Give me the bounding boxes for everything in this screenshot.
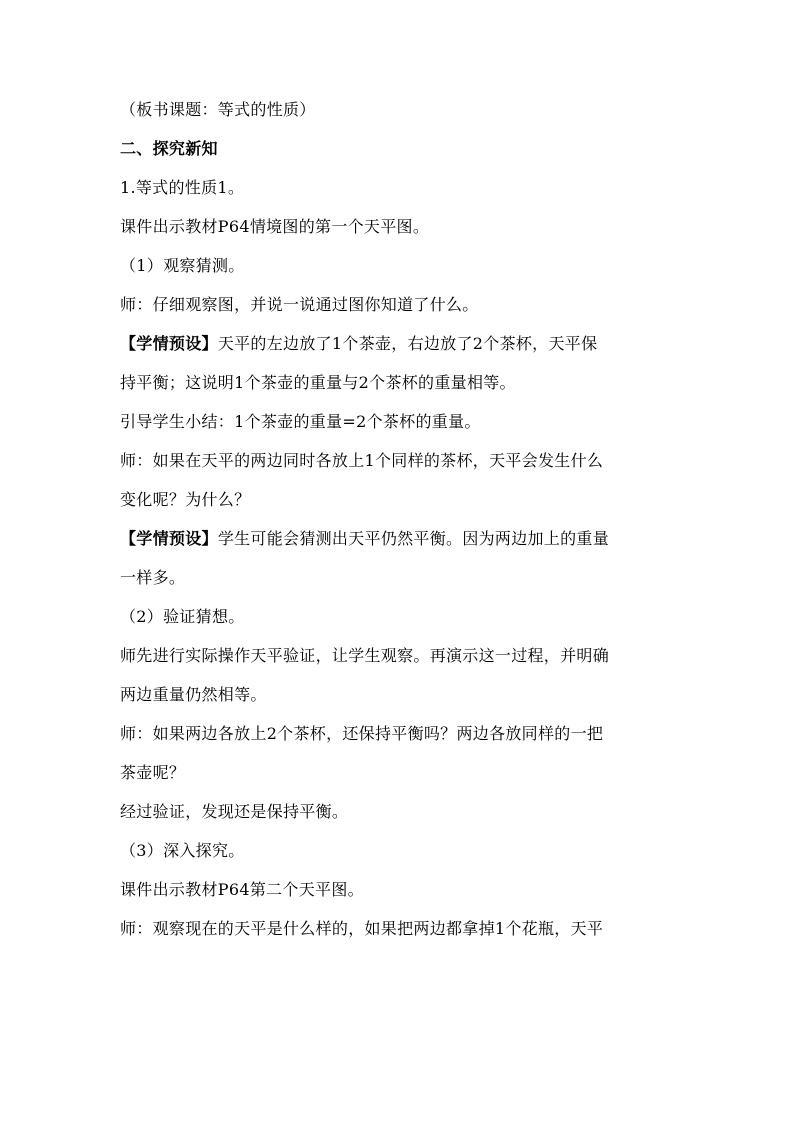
preset-label: 【学情预设】 <box>120 529 218 548</box>
paragraph-line <box>120 373 680 393</box>
text: 经过验证，发现还是保持平衡。 <box>120 802 349 821</box>
subsection-heading <box>120 178 680 198</box>
paragraph-line <box>120 646 680 666</box>
paragraph-line <box>120 568 680 588</box>
text: 课件出示教材P64第二个天平图。 <box>120 880 364 899</box>
step-heading <box>120 607 680 627</box>
paragraph-line <box>120 685 680 705</box>
text: 师：如果两边各放上2个茶杯，还保持平衡吗？两边各放同样的一把 <box>120 724 604 743</box>
board-title-line <box>120 100 680 120</box>
document-body <box>120 100 680 939</box>
text: 天平的左边放了1个茶壶，右边放了2个茶杯，天平保 <box>217 334 598 353</box>
step-heading <box>120 841 680 861</box>
text: 二、探究新知 <box>120 139 218 158</box>
paragraph-line <box>120 724 680 744</box>
paragraph-line <box>120 880 680 900</box>
paragraph-line <box>120 334 680 354</box>
paragraph-line <box>120 529 680 549</box>
text: 一样多。 <box>120 568 186 587</box>
text: 茶壶呢？ <box>120 763 186 782</box>
paragraph-line <box>120 490 680 510</box>
text: 师：如果在天平的两边同时各放上1个同样的茶杯，天平会发生什么 <box>120 451 604 470</box>
text: 课件出示教材P64情境图的第一个天平图。 <box>120 217 430 236</box>
paragraph-line <box>120 451 680 471</box>
text: （3）深入探究。 <box>120 841 245 860</box>
text: 引导学生小结：1个茶壶的重量=2个茶杯的重量。 <box>120 412 481 431</box>
text: 持平衡；这说明1个茶壶的重量与2个茶杯的重量相等。 <box>120 373 516 392</box>
text: 两边重量仍然相等。 <box>120 685 267 704</box>
paragraph-line <box>120 217 680 237</box>
paragraph-line <box>120 763 680 783</box>
paragraph-line <box>120 295 680 315</box>
text: 学生可能会猜测出天平仍然平衡。因为两边加上的重量 <box>217 529 610 548</box>
text: 师：观察现在的天平是什么样的，如果把两边都拿掉1个花瓶，天平 <box>120 919 604 938</box>
step-heading <box>120 256 680 276</box>
paragraph-line <box>120 919 680 939</box>
text: （1）观察猜测。 <box>120 256 245 275</box>
text: 1.等式的性质1。 <box>120 178 245 197</box>
text: 变化呢？为什么？ <box>120 490 251 509</box>
text: 师：仔细观察图，并说一说通过图你知道了什么。 <box>120 295 479 314</box>
paragraph-line <box>120 802 680 822</box>
section-heading <box>120 139 680 159</box>
preset-label: 【学情预设】 <box>120 334 218 353</box>
text: （2）验证猜想。 <box>120 607 245 626</box>
text: （板书课题：等式的性质） <box>120 100 316 119</box>
text: 师先进行实际操作天平验证，让学生观察。再演示这一过程，并明确 <box>120 646 610 665</box>
paragraph-line <box>120 412 680 432</box>
